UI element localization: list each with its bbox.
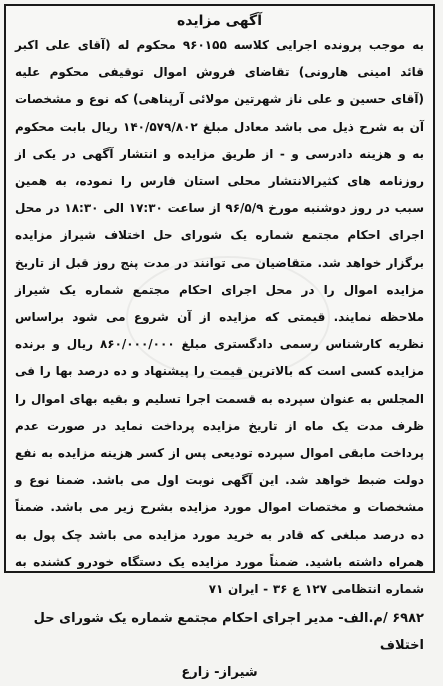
notice-body: به موجب پرونده اجرایی کلاسه ۹۶۰۱۵۵ محکوم له (آقای علی اکبر قائد امینی هارونی) تقاضای فروش اموال توقیفی محکوم علیه (آقای حسین و علی ناز شهرتین مولائی آرپناهی) که نوع و مشخصات آن به شرح ذیل می باشد معادل مبلغ ۱۴۰/۵۷۹/۸۰۲ ریال بابت محکوم به و هزینه دادرسی و - از طریق مزایده و انتشار آگهی در یکی از روزنامه های کثیرالانتشار محلی استان فارس را نموده، به همین سبب در روز دوشنبه مورخ ۹۶/۵/۹ از ساعت ۱۷:۳۰ الی ۱۸:۳۰ در محل اجرای احکام مجتمع شماره یک شورای حل اختلاف شیراز مزایده برگزار خواهد شد. متقاضیان می توانند در مدت پنج روز قبل از تاریخ مزایده اموال را در محل اجرای احکام مجتمع شماره یک شیراز ملاحظه نمایند. قیمتی که مزایده از آن شروع می شود براساس نظریه کارشناس رسمی دادگستری مبلغ ۸۶۰/۰۰۰/۰۰۰ ریال و برنده مزایده کسی است که بالاترین قیمت را پیشنهاد و ده درصد بها را فی المجلس به عنوان سپرده به قسمت اجرا تسلیم و بقیه بهای اموال را ظرف مدت یک ماه از تاریخ مزایده پرداخت نماید در صورت عدم پرداخت مابقی اموال سپرده تودیعی پس از کسر هزینه مزایده به نفع دولت ضبط خواهد شد. این آگهی نوبت اول می باشد. ضمنا نوع و مشخصات و مختصات اموال مورد مزایده بشرح زیر می باشد. ضمناً ده درصد مبلغی که قادر به خرید مورد مزایده می باشد چک پول به همراه داشته باشید. ضمناً مورد مزایده یک دستگاه خودرو کشنده به شماره انتظامی ۱۲۷ ع ۳۶ - ایران ۷۱: [15, 38, 424, 597]
auction-notice: [4, 4, 435, 681]
notice-title: آگهی مزایده: [176, 13, 262, 29]
footer-signature-line: ۶۹۸۲ /م.الف- مدیر اجرای احکام مجتمع شماره یک شورای حل اختلاف: [33, 611, 424, 654]
footer-signature-name: شیراز- زارع: [181, 665, 258, 681]
notice-footer: [15, 605, 424, 686]
